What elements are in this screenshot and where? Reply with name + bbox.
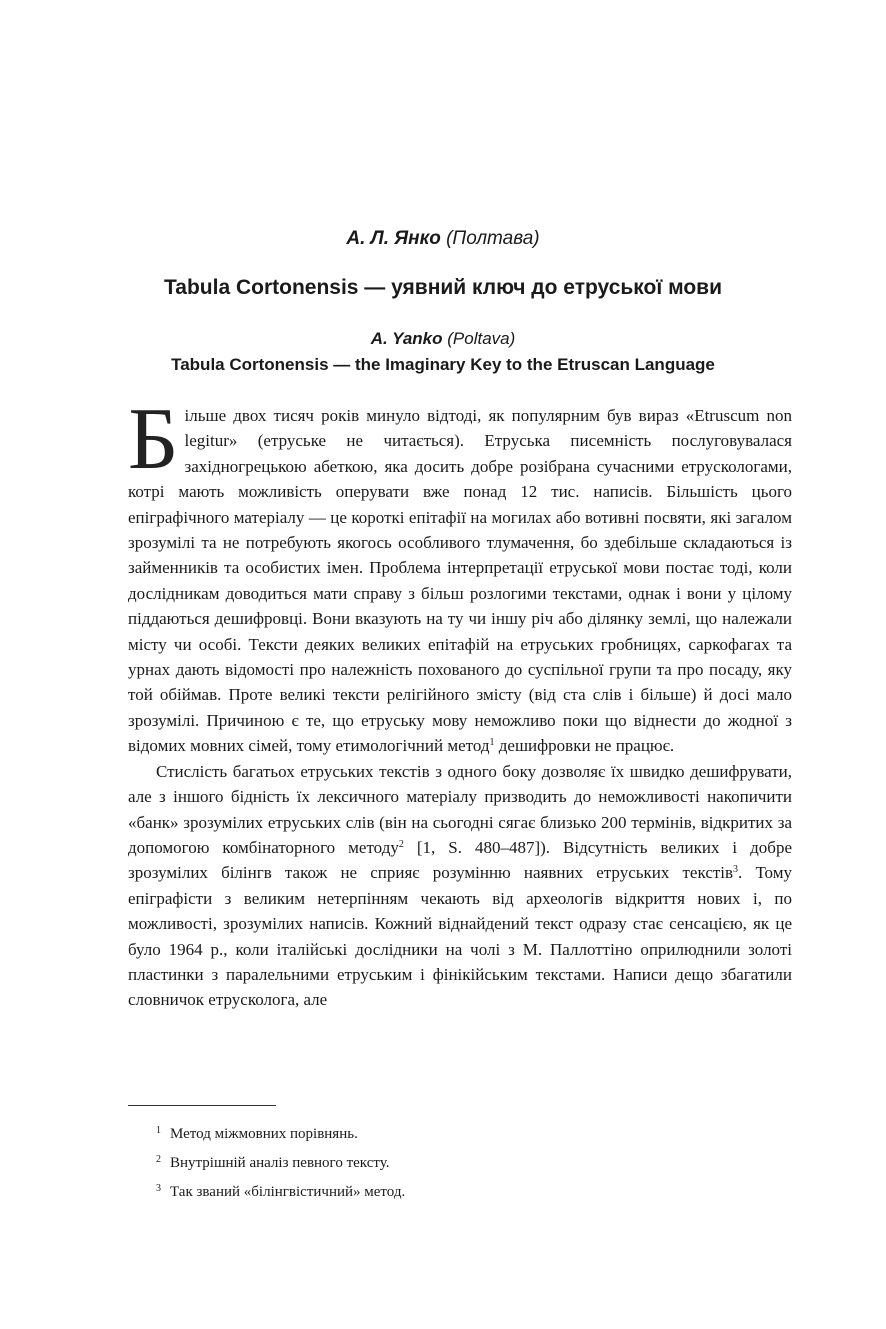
paragraph-2 — [128, 759, 792, 1013]
footnote-mark-1: 1 — [156, 1125, 161, 1136]
author-line-en — [0, 327, 886, 351]
author-name-uk: А. Л. Янко — [346, 228, 441, 249]
paragraph-2-text-mid: [1, S. 480–487]). Відсутність великих і добре зрозумілих білінгв також не сприяє розумінню наявних етруських текстів — [128, 837, 792, 883]
footnote-divider — [128, 1105, 276, 1106]
author-city-en: (Poltava) — [447, 329, 516, 348]
article-title-uk: Tabula Cortonensis — уявний ключ до етруської мови — [164, 276, 722, 299]
footnote-1 — [156, 1118, 776, 1147]
footnotes-list — [156, 1118, 776, 1205]
footnote-mark-3: 3 — [156, 1183, 161, 1194]
article-body — [128, 391, 792, 1013]
article-title-en: Tabula Cortonensis — the Imaginary Key to the Etruscan Language — [171, 355, 715, 374]
footnote-text-3: Так званий «білінгвістичний» метод. — [170, 1184, 406, 1200]
footnote-text-2: Внутрішній аналіз певного тексту. — [170, 1155, 390, 1171]
footnote-mark-2: 2 — [156, 1154, 161, 1165]
footnote-2 — [156, 1147, 776, 1176]
paragraph-1 — [128, 391, 792, 759]
footnote-ref-2[interactable]: 2 — [398, 838, 404, 850]
author-line-uk — [0, 226, 886, 252]
author-name-en: A. Yanko — [370, 329, 443, 348]
paragraph-1-text-end: дешифровки не працює. — [494, 736, 675, 756]
footnote-ref-3[interactable]: 3 — [733, 864, 739, 876]
paragraph-2-text-end: . Тому епіграфісти з великим нетерпінням чекають від археологів відкриття нових і, по можливості, зрозумілих написів. Кожний віднайдений текст одразу стає сенсацією, як це було 1964 р., коли італійські дослідники на чолі з М. Паллоттіно оприлюднили золоті пластинки з паралельними етруським і фінікійським текстами. Написи дещо збагатили словничок етрусколога, але — [128, 863, 792, 1010]
footnote-text-1: Метод міжмовних порівнянь. — [170, 1126, 358, 1142]
footnote-ref-1[interactable]: 1 — [489, 737, 495, 749]
footnote-3 — [156, 1176, 776, 1205]
paragraph-2-text: Стислість багатьох етруських текстів з одного боку дозволяє їх швидко дешифрувати, але з іншого бідність їх лексичного матеріалу призводить до неможливості накопичити «банк» зрозумілих етруських слів (він на сьогодні сягає близько 200 термінів, відкритих за допомогою комбінаторного методу — [128, 761, 792, 857]
paragraph-1-text: ільше двох тисяч років минуло відтоді, як популярним був вираз «Etruscum non legitur» (етруське не читається). Етруська писемність послуговувалася західногрецькою абеткою, яка досить добре розібрана сучасними етрускологами, котрі мають можливість оперувати вже понад 12 тис. написів. Більшість цього епіграфічного матеріалу — це короткі епітафії на могилах або вотивні посвяти, які загалом зрозумілі та не потребують якогось особливого тлумачення, бо здебільше складаються із займенників та особистих імен. Проблема інтерпретації етруської мови постає тоді, коли дослідникам доводиться мати справу з більш розлогими текстами, однак і вони у цілому піддаються дешифровці. Вони вказують на ту чи іншу річ або ділянку землі, що належали місту чи особі. Тексти деяких великих епітафій на етруських гробницях, саркофагах та урнах дають відомості про належність похованого до суспільної групи та про посаду, яку той обіймав. Проте великі тексти релігійного змісту (від ста слів і більше) й досі мало зрозумілі. Причиною є те, що етруську мову неможливо поки що віднести до жодної з відомих мовних сімей, тому етимологічний метод — [128, 406, 792, 756]
drop-cap: Б — [128, 391, 179, 488]
author-city-uk: (Полтава) — [446, 228, 540, 249]
